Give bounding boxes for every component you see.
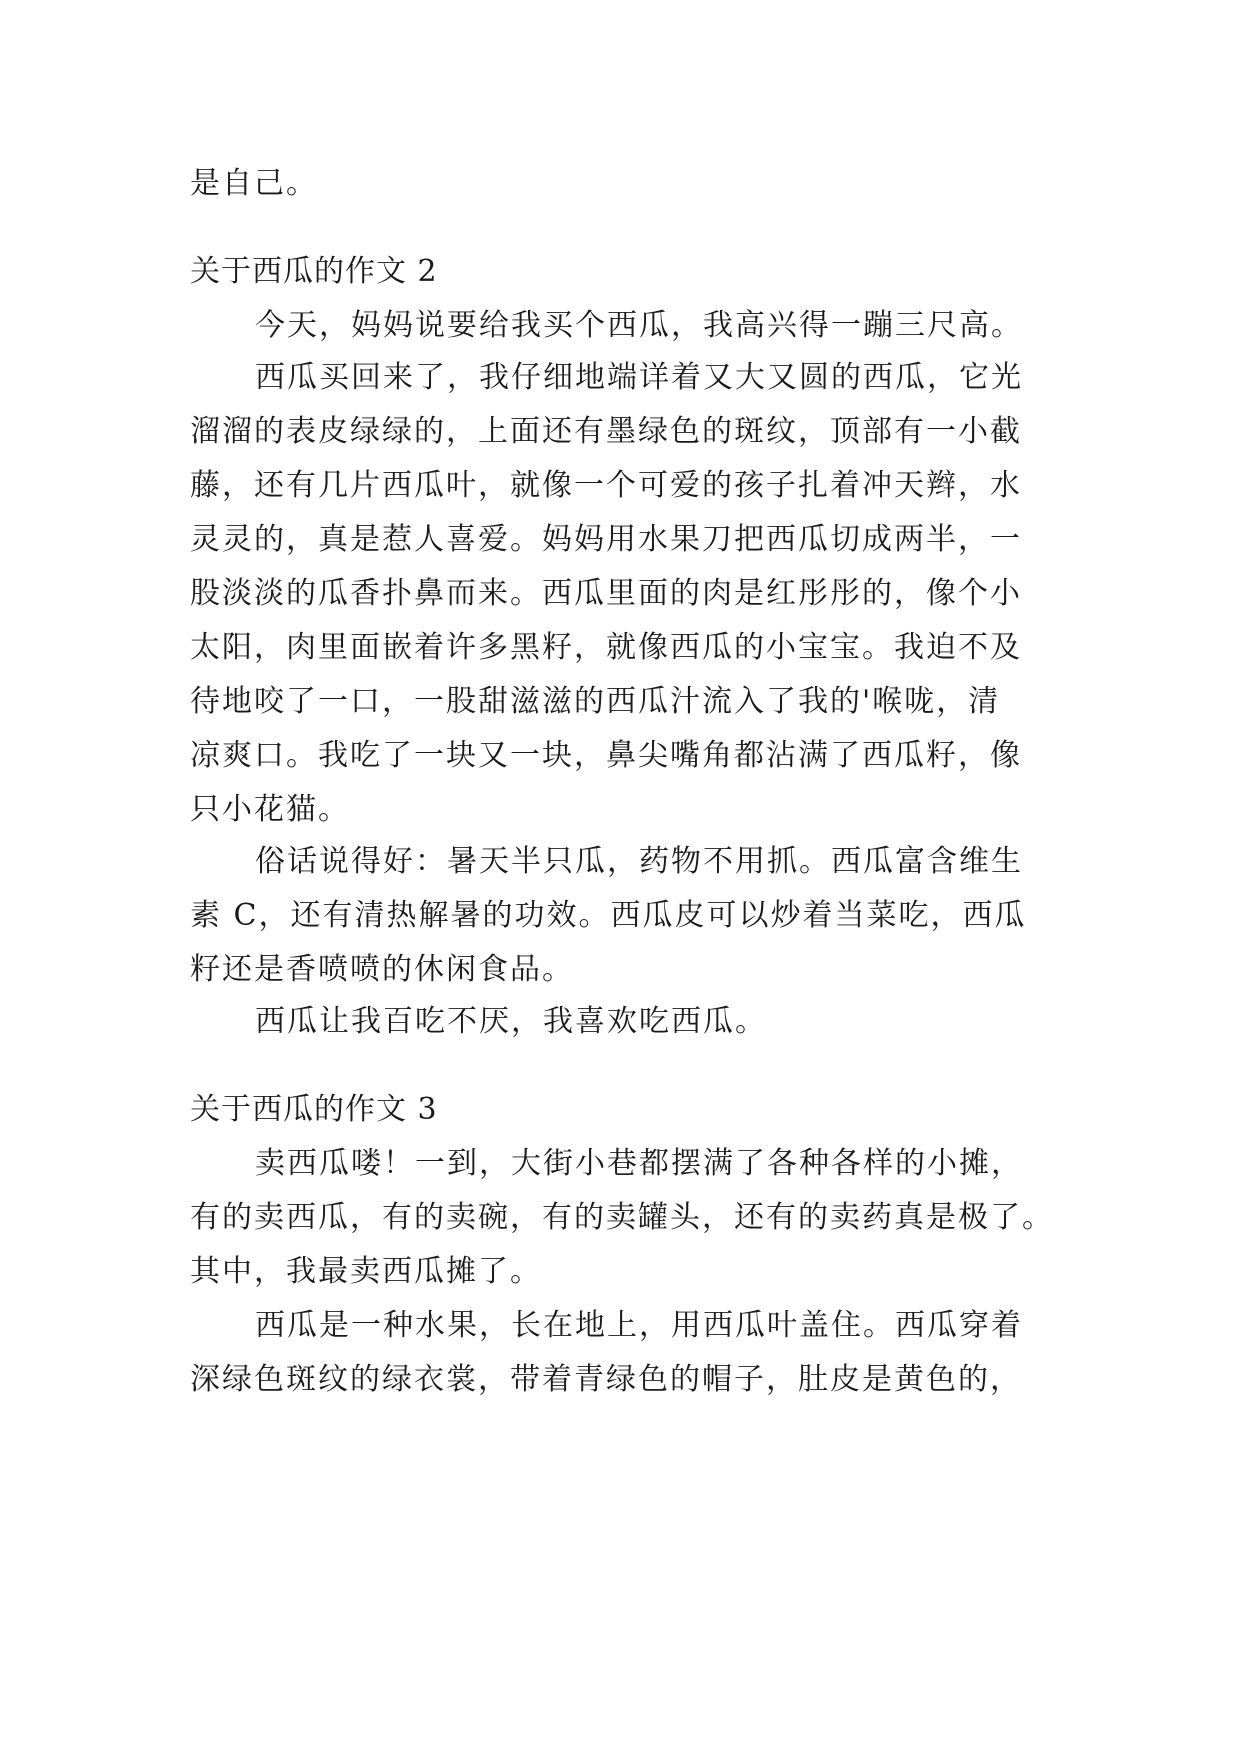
paragraph-line: 其中，我最卖西瓜摊了。 xyxy=(190,1254,542,1289)
paragraph-line: 有的卖西瓜，有的卖碗，有的卖罐头，还有的卖药真是极了。 xyxy=(190,1200,1054,1235)
paragraph-line: 只小花猫。 xyxy=(190,792,350,827)
paragraph-line: 太阳，肉里面嵌着许多黑籽，就像西瓜的小宝宝。我迫不及 xyxy=(190,630,1022,665)
paragraph-line: 西瓜让我百吃不厌，我喜欢吃西瓜。 xyxy=(255,1004,767,1039)
paragraph-line: 俗话说得好：暑天半只瓜，药物不用抓。西瓜富含维生 xyxy=(255,844,1023,879)
paragraph-line: 藤，还有几片西瓜叶，就像一个可爱的孩子扎着冲天辫，水 xyxy=(190,468,1022,503)
section-heading: 关于西瓜的作文 2 xyxy=(190,254,438,289)
paragraph-line: 今天，妈妈说要给我买个西瓜，我高兴得一蹦三尺高。 xyxy=(255,308,1023,343)
paragraph-line: 籽还是香喷喷的休闲食品。 xyxy=(190,952,574,987)
paragraph-line: 卖西瓜喽！一到，大街小巷都摆满了各种各样的小摊， xyxy=(255,1146,1023,1181)
section-heading: 关于西瓜的作文 3 xyxy=(190,1092,438,1127)
paragraph-line: 股淡淡的瓜香扑鼻而来。西瓜里面的肉是红彤彤的，像个小 xyxy=(190,576,1022,611)
paragraph-line: 溜溜的表皮绿绿的，上面还有墨绿色的斑纹，顶部有一小截 xyxy=(190,414,1022,449)
paragraph-line: 西瓜买回来了，我仔细地端详着又大又圆的西瓜，它光 xyxy=(255,360,1023,395)
paragraph-line: 待地咬了一口，一股甜滋滋的西瓜汁流入了我的'喉咙，清 xyxy=(190,684,1001,719)
paragraph-line: 素 C，还有清热解暑的功效。西瓜皮可以炒着当菜吃，西瓜 xyxy=(190,898,1027,933)
paragraph-line: 深绿色斑纹的绿衣裳，带着青绿色的帽子，肚皮是黄色的， xyxy=(190,1362,1022,1397)
paragraph-line: 凉爽口。我吃了一块又一块，鼻尖嘴角都沾满了西瓜籽，像 xyxy=(190,738,1022,773)
continuation-text: 是自己。 xyxy=(190,166,318,201)
paragraph-line: 灵灵的，真是惹人喜爱。妈妈用水果刀把西瓜切成两半，一 xyxy=(190,522,1022,557)
paragraph-line: 西瓜是一种水果，长在地上，用西瓜叶盖住。西瓜穿着 xyxy=(255,1308,1023,1343)
